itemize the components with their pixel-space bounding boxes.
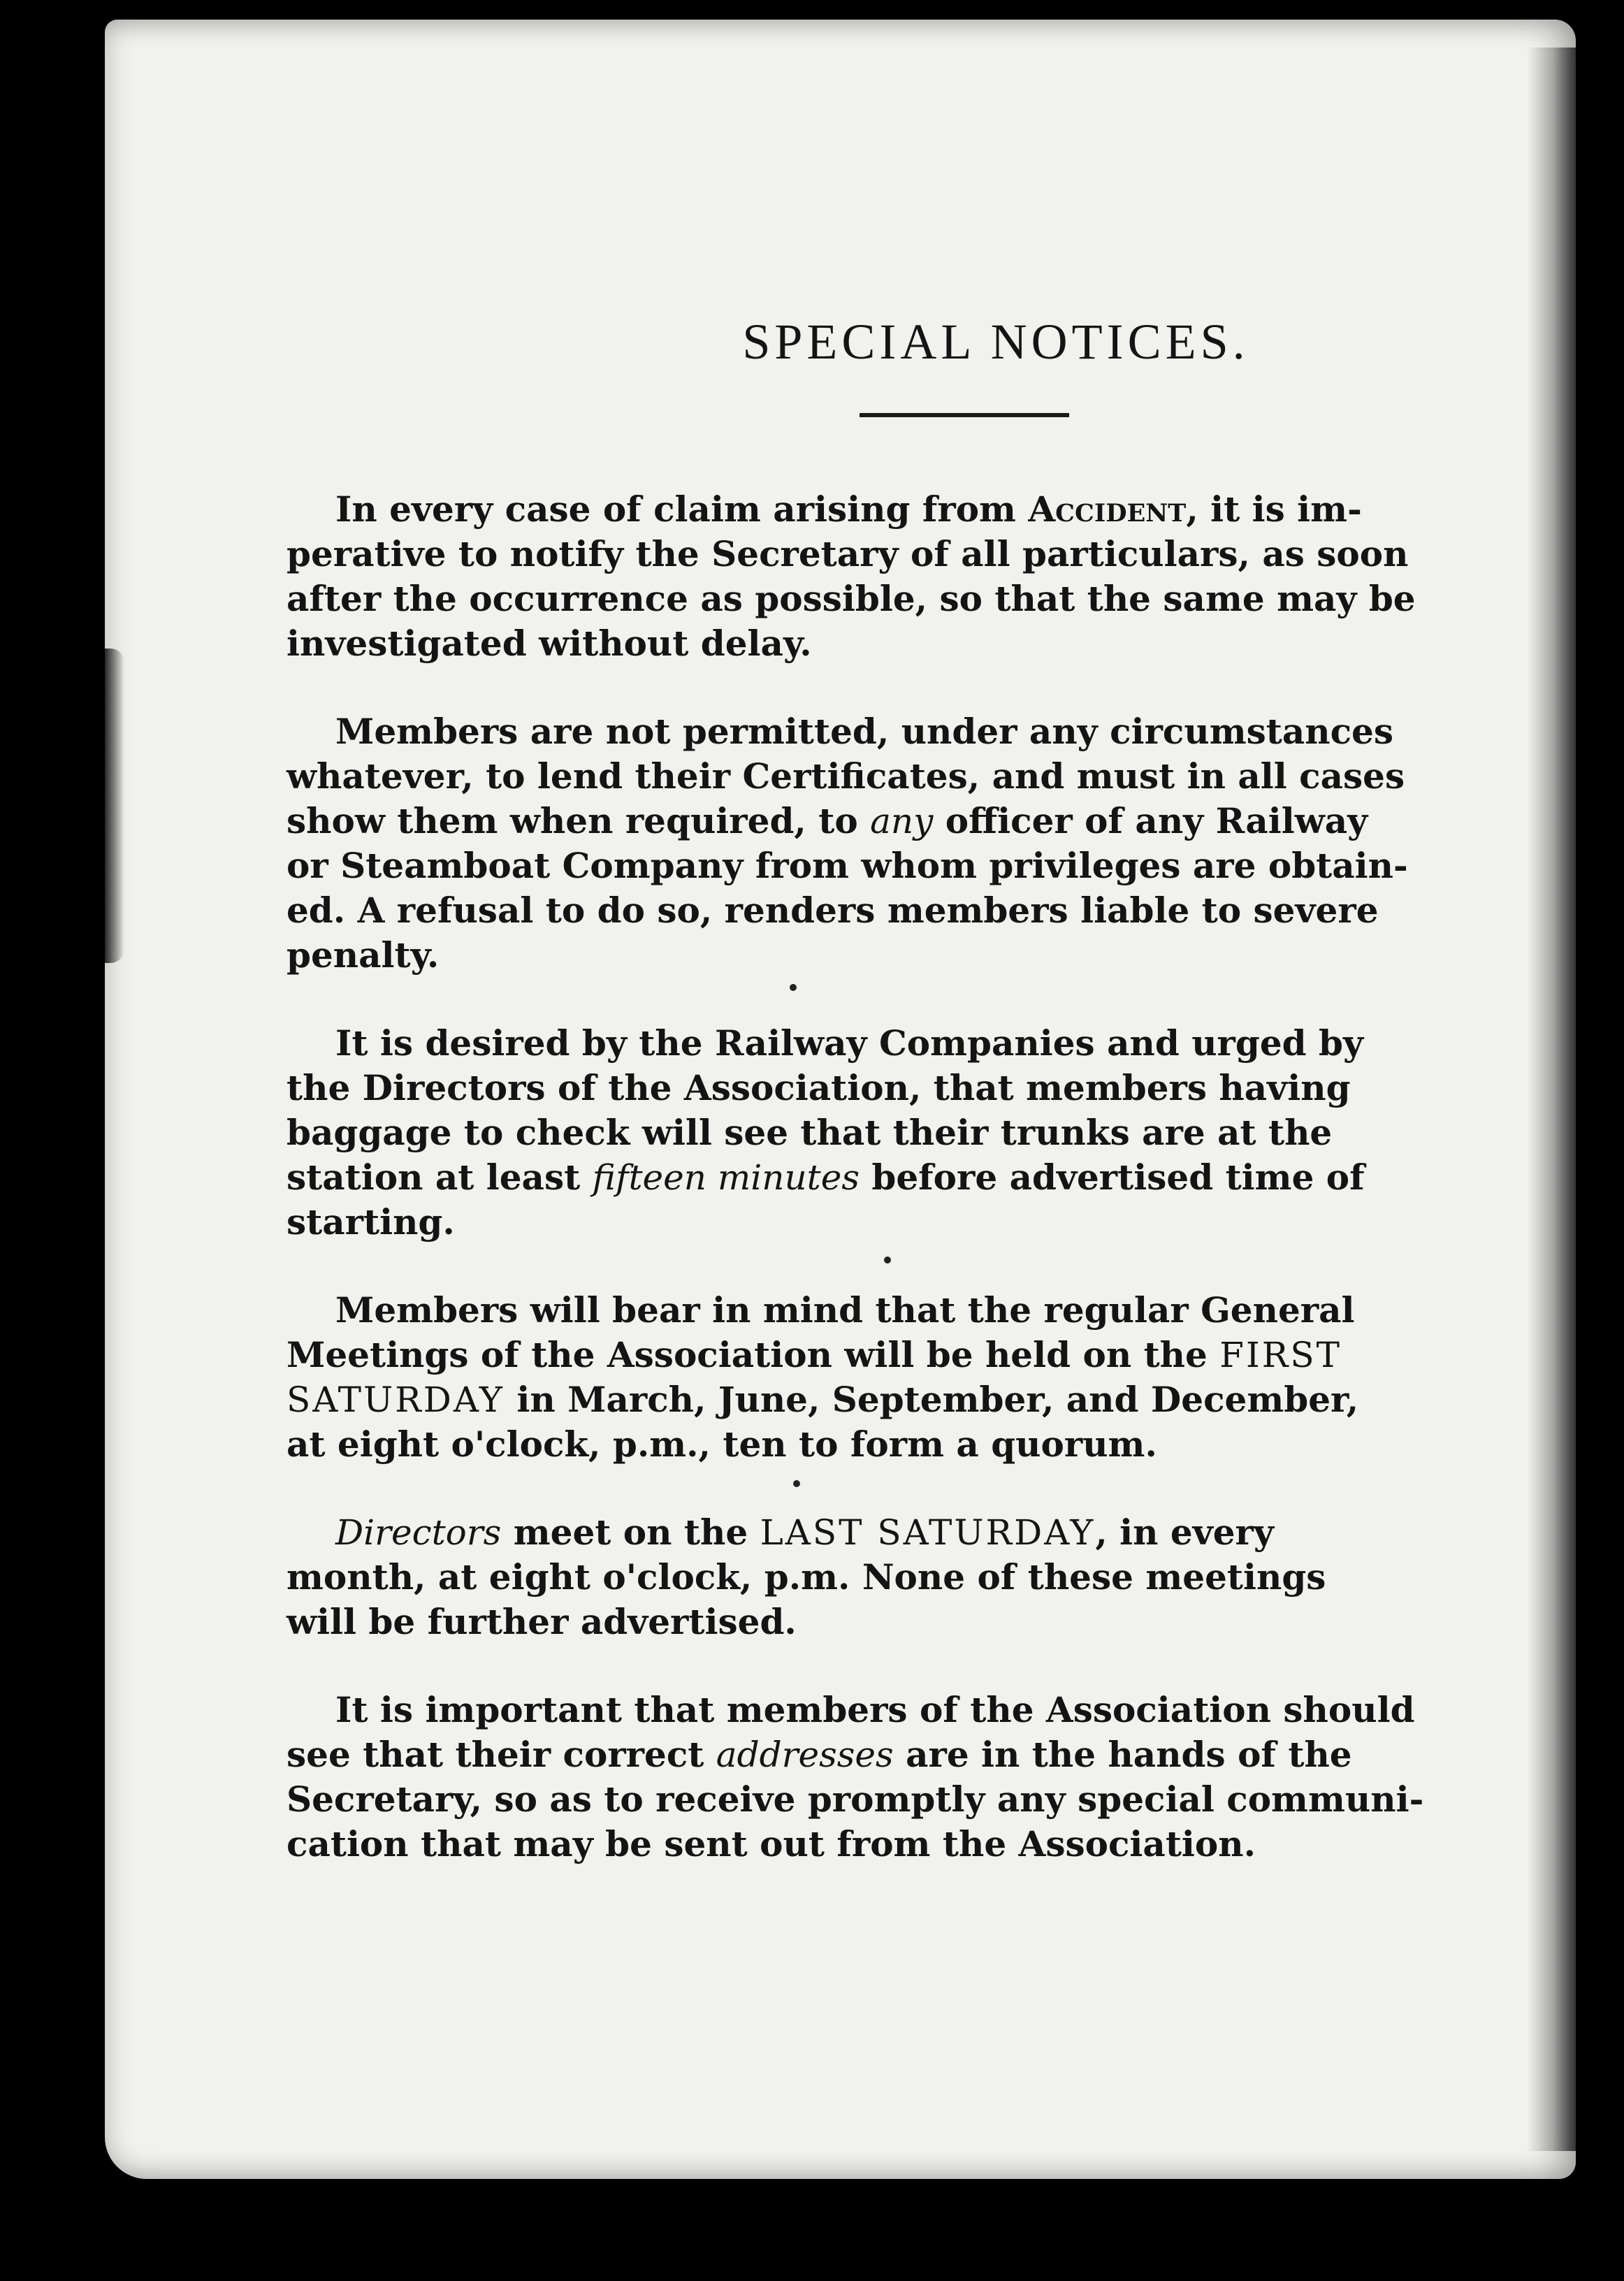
- notice-baggage: [287, 1021, 1530, 1245]
- small-caps-term: Accident: [1028, 488, 1187, 530]
- notice-line: [287, 1732, 1530, 1777]
- page-title: SPECIAL NOTICES.: [742, 314, 1249, 370]
- page-edge-shadow-left: [105, 649, 124, 963]
- notice-line: [287, 487, 1530, 532]
- notice-line: at eight o'clock, p.m., ten to form a quorum.: [287, 1424, 1157, 1465]
- caps-term: SATURDAY: [287, 1380, 505, 1420]
- notice-accident-claims: [287, 487, 1530, 666]
- notice-line: cation that may be sent out from the Association.: [287, 1823, 1256, 1864]
- notice-line: the Directors of the Association, that members having: [287, 1067, 1351, 1108]
- notice-addresses: [287, 1688, 1530, 1867]
- page-edge-shadow-right: [1527, 48, 1576, 2151]
- text-run: in March, June, September, and December,: [504, 1379, 1359, 1420]
- text-run: before advertised time of: [859, 1157, 1365, 1198]
- notice-line: ed. A refusal to do so, renders members liable to severe: [287, 890, 1379, 931]
- notice-line: [287, 1155, 1530, 1200]
- italic-term: fifteen minutes: [592, 1157, 860, 1198]
- caps-term: LAST SATURDAY: [760, 1512, 1096, 1553]
- notice-line: perative to notify the Secretary of all particulars, as soon: [287, 533, 1409, 574]
- notice-line: It is desired by the Railway Companies and urged by: [335, 1022, 1364, 1064]
- italic-term: addresses: [716, 1735, 894, 1775]
- italic-term: Directors: [335, 1512, 502, 1553]
- notice-line: Members are not permitted, under any circumstances: [335, 711, 1394, 752]
- italic-term: any: [870, 801, 934, 841]
- notice-line: It is important that members of the Association should: [335, 1689, 1415, 1730]
- notice-line: will be further advertised.: [287, 1601, 797, 1642]
- text-run: , in every: [1095, 1512, 1274, 1553]
- notice-line: month, at eight o'clock, p.m. None of these meetings: [287, 1556, 1326, 1598]
- text-run: Meetings of the Association will be held on the: [287, 1334, 1220, 1375]
- notice-directors-meetings: [287, 1510, 1530, 1644]
- notice-line: [287, 1333, 1530, 1377]
- notices-content: [287, 313, 1530, 1910]
- text-run: station at least: [287, 1157, 593, 1198]
- notice-line: or Steamboat Company from whom privileges are obtain-: [287, 845, 1408, 886]
- document-page: [105, 20, 1576, 2179]
- notice-line: investigated without delay.: [287, 623, 812, 664]
- text-run: show them when required, to: [287, 800, 871, 841]
- notice-certificates: [287, 709, 1530, 978]
- notice-line: penalty.: [287, 934, 440, 976]
- text-run: meet on the: [501, 1512, 760, 1553]
- text-run: , it is im-: [1186, 488, 1362, 530]
- text-run: officer of any Railway: [933, 800, 1368, 841]
- title-rule: [860, 413, 1069, 417]
- notice-line: Secretary, so as to receive promptly any special communi-: [287, 1779, 1424, 1820]
- notice-general-meetings: [287, 1288, 1530, 1467]
- notice-line: [287, 1510, 1530, 1555]
- caps-term: FIRST: [1219, 1335, 1342, 1375]
- notice-line: Members will bear in mind that the regular General: [335, 1289, 1355, 1331]
- notice-line: [287, 1377, 1530, 1422]
- notice-line: [287, 799, 1530, 843]
- text-run: are in the hands of the: [893, 1734, 1352, 1775]
- text-run: see that their correct: [287, 1734, 716, 1775]
- notice-line: whatever, to lend their Certificates, and must in all cases: [287, 755, 1405, 797]
- notice-line: baggage to check will see that their trunks are at the: [287, 1112, 1333, 1153]
- notice-line: starting.: [287, 1201, 455, 1243]
- notice-line: after the occurrence as possible, so that the same may be: [287, 578, 1416, 619]
- text-run: In every case of claim arising from: [335, 488, 1029, 530]
